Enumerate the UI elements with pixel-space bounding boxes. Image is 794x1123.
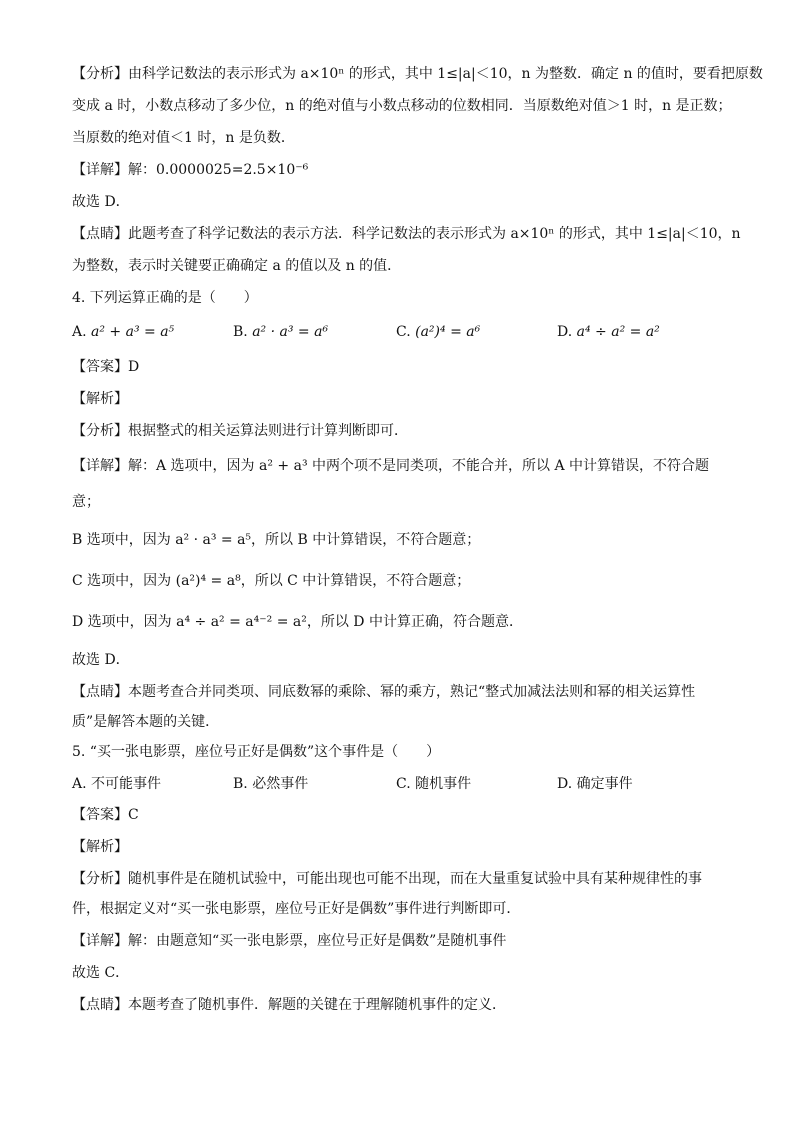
q5-option-a-text: 不可能事件 <box>91 776 162 792</box>
q5-option-c <box>396 774 471 794</box>
q3-analysis-line-1: 【分析】由科学记数法的表示形式为 a×10ⁿ 的形式，其中 1≤|a|＜10，n 为整数．确定 n 的值时，要看把原数 <box>72 66 763 82</box>
q5-option-c-text: 随机事件 <box>415 776 472 792</box>
q4-detail-c: C 选项中，因为 (a²)⁴ = a⁸，所以 C 中计算错误，不符合题意； <box>72 573 471 589</box>
q4-answer: 【答案】D <box>72 359 140 375</box>
q4-comment-line-2: 质”是解答本题的关键． <box>72 714 220 730</box>
q5-option-b <box>233 774 308 794</box>
q5-option-b-text: 必然事件 <box>252 776 309 792</box>
q3-analysis-line-3: 当原数的绝对值＜1 时，n 是负数． <box>72 130 295 146</box>
q5-answer: 【答案】C <box>72 807 139 823</box>
q4-detail-a-line-2: 意； <box>72 494 100 510</box>
q5-option-a-letter: A. <box>72 776 87 792</box>
q4-detail-a-line-1: 【详解】解：A 选项中，因为 a² + a³ 中两个项不是同类项，不能合并，所以 A 中计算错误，不符合题 <box>72 458 710 474</box>
q4-option-c-letter: C. <box>396 324 411 340</box>
q5-detail: 【详解】解：由题意知“买一张电影票，座位号正好是偶数”是随机事件 <box>72 933 507 949</box>
q4-comment-line-1: 【点睛】本题考查合并同类项、同底数幂的乘除、幂的乘方，熟记“整式加减法法则和幂的相关运算性 <box>72 684 696 700</box>
q4-option-a <box>72 322 174 342</box>
q3-comment-line-1: 【点睛】此题考查了科学记数法的表示方法．科学记数法的表示形式为 a×10ⁿ 的形式，其中 1≤|a|＜10，n <box>72 226 741 242</box>
q3-comment-line-2: 为整数，表示时关键要正确确定 a 的值以及 n 的值． <box>72 258 402 274</box>
q4-detail-b: B 选项中，因为 a² · a³ = a⁵，所以 B 中计算错误，不符合题意； <box>72 532 481 548</box>
q5-option-a <box>72 774 161 794</box>
q5-option-d-text: 确定事件 <box>576 776 633 792</box>
q4-jiexi: 【解析】 <box>72 391 128 407</box>
q4-stem: 4. 下列运算正确的是（ ） <box>72 290 258 306</box>
q5-option-c-letter: C. <box>396 776 411 792</box>
q4-option-c-expr: (a²)⁴ = a⁶ <box>415 324 481 340</box>
q5-choose: 故选 C． <box>72 965 130 981</box>
q4-option-d-letter: D. <box>557 324 573 340</box>
q3-analysis-line-2: 变成 a 时，小数点移动了多少位，n 的绝对值与小数点移动的位数相同．当原数绝对值＞1 时，n 是正数； <box>72 98 732 114</box>
q4-option-b-letter: B. <box>233 324 248 340</box>
q5-option-d-letter: D. <box>557 776 573 792</box>
q4-option-b-expr: a² · a³ = a⁶ <box>252 324 329 340</box>
q4-analysis: 【分析】根据整式的相关运算法则进行计算判断即可． <box>72 423 408 439</box>
q4-option-b <box>233 322 328 342</box>
q5-jiexi: 【解析】 <box>72 839 128 855</box>
q4-choose: 故选 D． <box>72 652 130 668</box>
q5-analysis-line-1: 【分析】随机事件是在随机试验中，可能出现也可能不出现，而在大量重复试验中具有某种规律性的事 <box>72 871 702 887</box>
q5-stem: 5. “买一张电影票，座位号正好是偶数”这个事件是（ ） <box>72 744 441 760</box>
q4-option-d <box>557 322 660 342</box>
q4-option-a-expr: a² + a³ = a⁵ <box>91 324 175 340</box>
q5-option-d <box>557 774 633 794</box>
q5-comment: 【点睛】本题考查了随机事件．解题的关键在于理解随机事件的定义． <box>72 997 506 1013</box>
q3-detail: 【详解】解：0.0000025=2.5×10⁻⁶ <box>72 162 309 178</box>
q4-detail-d: D 选项中，因为 a⁴ ÷ a² = a⁴⁻² = a²，所以 D 中计算正确，符合题意． <box>72 614 523 630</box>
q4-option-c <box>396 322 480 342</box>
q5-option-b-letter: B. <box>233 776 248 792</box>
q3-choose: 故选 D． <box>72 194 130 210</box>
q5-analysis-line-2: 件，根据定义对“买一张电影票，座位号正好是偶数”事件进行判断即可． <box>72 901 521 917</box>
q4-option-a-letter: A. <box>72 324 87 340</box>
q4-option-d-expr: a⁴ ÷ a² = a² <box>576 324 660 340</box>
